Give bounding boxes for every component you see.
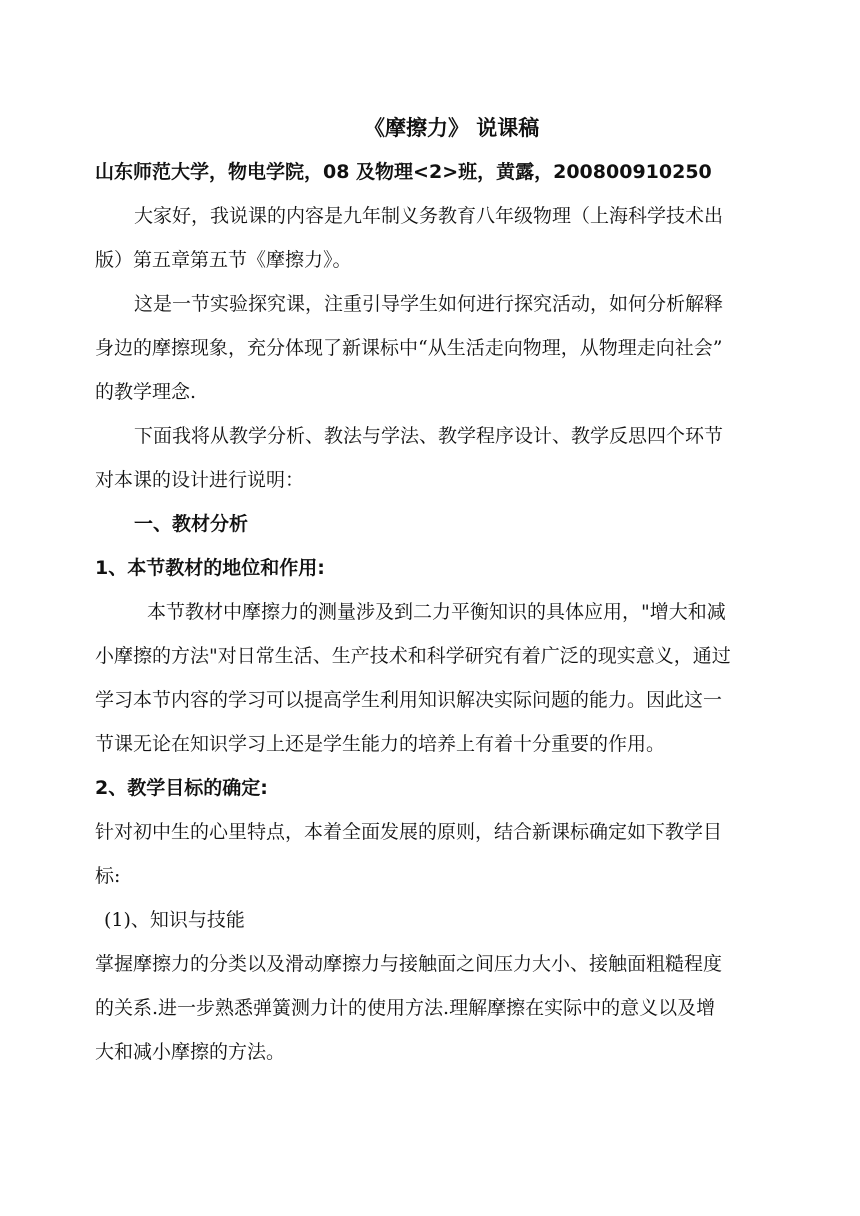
paragraph-line: 标:: [95, 865, 121, 887]
paragraph-line: 本节教材中摩擦力的测量涉及到二力平衡知识的具体应用，"增大和减: [147, 601, 726, 623]
paragraph-line: 的关系.进一步熟悉弹簧测力计的使用方法.理解摩擦在实际中的意义以及增: [95, 997, 716, 1019]
paragraph-line: 学习本节内容的学习可以提高学生利用知识解决实际问题的能力。因此这一: [95, 689, 723, 711]
paragraph-line: 下面我将从教学分析、教法与学法、教学程序设计、教学反思四个环节: [134, 425, 724, 447]
paragraph-line: 这是一节实验探究课，注重引导学生如何进行探究活动，如何分析解释: [134, 293, 724, 315]
paragraph-line: 大和减小摩擦的方法。: [95, 1041, 286, 1063]
author-line: 山东师范大学，物电学院，08 及物理<2>班，黄露，200800910250: [95, 161, 712, 183]
subsection-heading: 1、本节教材的地位和作用:: [95, 557, 325, 579]
section-heading: 一、教材分析: [134, 513, 249, 535]
paragraph-line: 身边的摩擦现象，充分体现了新课标中“从生活走向物理，从物理走向社会”: [95, 337, 723, 359]
intro-line: 大家好，我说课的内容是九年制义务教育八年级物理（上海科学技术出: [134, 205, 724, 227]
paragraph-line: 小摩擦的方法"对日常生活、生产技术和科学研究有着广泛的现实意义，通过: [95, 645, 731, 667]
subsection-heading: 2、教学目标的确定:: [95, 777, 268, 799]
paragraph-line: 节课无论在知识学习上还是学生能力的培养上有着十分重要的作用。: [95, 733, 666, 755]
paragraph-line: 针对初中生的心里特点，本着全面发展的原则，结合新课标确定如下教学目: [95, 821, 723, 843]
intro-line: 版）第五章第五节《摩擦力》。: [95, 249, 352, 271]
paragraph-line: 对本课的设计进行说明：: [95, 469, 305, 491]
item-heading: (1)、知识与技能: [104, 909, 245, 931]
paragraph-line: 掌握摩擦力的分类以及滑动摩擦力与接触面之间压力大小、接触面粗糙程度: [95, 953, 723, 975]
document-title: 《摩擦力》 说课稿: [364, 116, 540, 140]
paragraph-line: 的教学理念.: [95, 381, 197, 403]
